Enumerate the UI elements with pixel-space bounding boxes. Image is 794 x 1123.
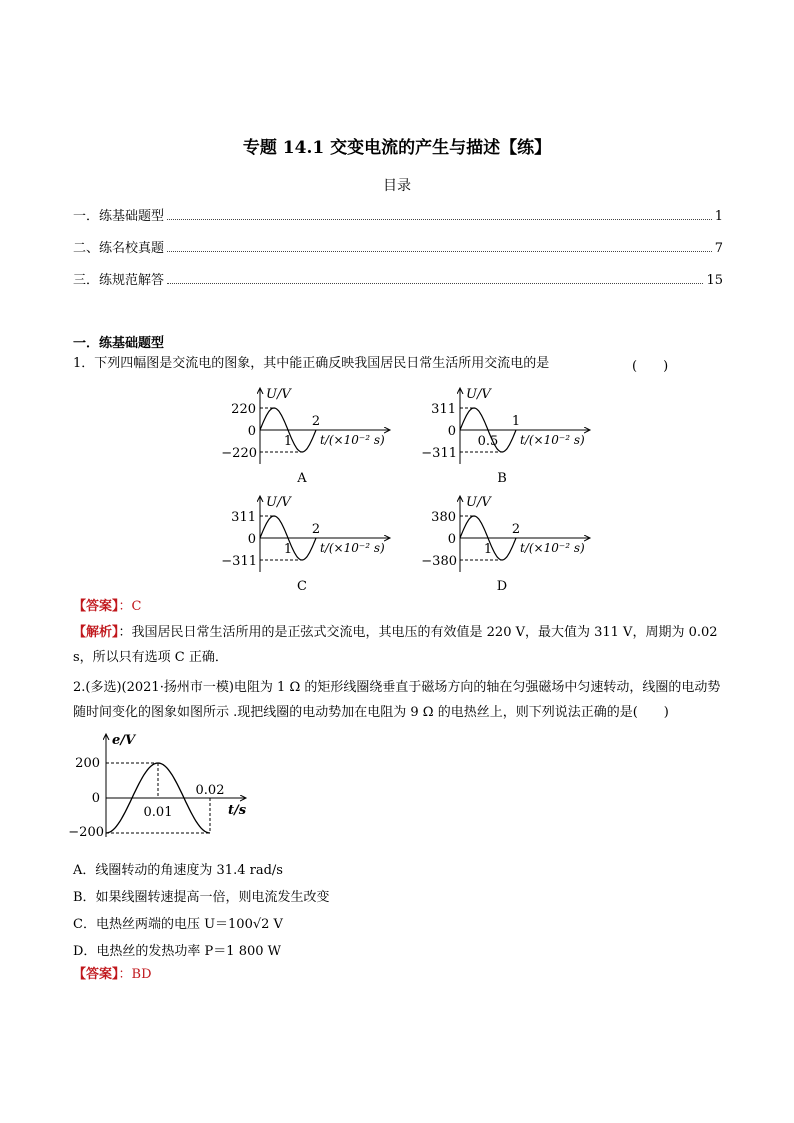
toc-item-page: 7 <box>714 241 723 256</box>
tick-bottom: −311 <box>221 554 257 569</box>
tick-zero: 0 <box>91 791 100 806</box>
toc-leader <box>167 250 712 252</box>
toc-leader <box>167 282 703 284</box>
tick-zero: 0 <box>447 424 456 439</box>
tick-bottom: −200 <box>68 825 104 840</box>
toc-item[interactable] <box>73 237 723 256</box>
tick-period: 2 <box>311 414 321 429</box>
question-2-text: 2.(多选)(2021·扬州市一模)电阻为 1 Ω 的矩形线圈绕垂直于磁场方向的轴在匀强磁场中匀速转动，线圈的电动势随时间变化的图象如图所示 .现把线圈的电动势加在电阻为 9 Ω 的电热丝上，则下列说法正确的是( ) <box>73 680 721 720</box>
tick-period: 1 <box>511 414 521 429</box>
tick-zero: 0 <box>247 532 256 547</box>
y-label: U/V <box>466 387 491 402</box>
answer-label: 【答案】 <box>73 967 119 982</box>
x-label: t/(×10⁻² s) <box>320 541 385 555</box>
section-heading: 一．练基础题型 <box>73 336 165 351</box>
answer-label: 【答案】 <box>73 599 119 614</box>
tick-top: 311 <box>431 402 456 417</box>
toc-item[interactable] <box>73 205 723 224</box>
q1-answer <box>73 598 141 616</box>
x-label: t/(×10⁻² s) <box>520 433 585 447</box>
toc-item[interactable] <box>73 269 723 288</box>
tick-period: 2 <box>311 522 321 537</box>
tick-x2: 0.02 <box>195 783 225 798</box>
toc-item-page: 1 <box>714 209 723 224</box>
tick-bottom: −311 <box>421 446 457 461</box>
tick-top: 311 <box>231 510 256 525</box>
option-d: D．电热丝的发热功率 P＝1 800 W <box>73 944 282 959</box>
toc-item-label: 二、练名校真题 <box>73 241 165 256</box>
x-label: t/(×10⁻² s) <box>320 433 385 447</box>
option-a: A．线圈转动的角速度为 31.4 rad/s <box>73 863 283 878</box>
toc-heading: 目录 <box>383 178 411 194</box>
y-label: e/V <box>112 733 136 748</box>
q1-graphs <box>221 382 605 594</box>
tick-zero: 0 <box>247 424 256 439</box>
toc-item-label: 一．练基础题型 <box>73 209 165 224</box>
q2-graph <box>70 732 260 844</box>
tick-half-period: 1 <box>283 434 293 449</box>
graph-letter: D <box>496 579 508 594</box>
tick-half-period: 1 <box>283 542 293 557</box>
tick-x1: 0.01 <box>143 805 173 820</box>
option-b: B．如果线圈转速提高一倍，则电流发生改变 <box>73 890 330 905</box>
page-title: 专题 14.1 交变电流的产生与描述【练】 <box>242 138 552 158</box>
option-c: C．电热丝两端的电压 U＝100√2 V <box>73 917 283 932</box>
y-label: U/V <box>466 495 491 510</box>
answer-value: ：C <box>118 599 142 614</box>
q2-answer <box>73 966 152 984</box>
graph-letter: B <box>497 471 507 486</box>
x-label: t/s <box>228 803 247 818</box>
tick-top: 200 <box>75 756 100 771</box>
graph-letter: C <box>297 579 307 594</box>
analysis-label: 【解析】 <box>73 625 119 640</box>
toc-item-label: 三．练规范解答 <box>73 273 165 288</box>
toc-item-page: 15 <box>706 273 723 288</box>
tick-half-period: 0.5 <box>477 434 499 449</box>
tick-zero: 0 <box>447 532 456 547</box>
answer-blank: ( ) <box>632 359 669 374</box>
y-label: U/V <box>266 495 291 510</box>
tick-top: 380 <box>431 510 456 525</box>
analysis-text: ：我国居民日常生活所用的是正弦式交流电，其电压的有效值是 220 V，最大值为 311 V，周期为 0.02 s，所以只有选项 C 正确． <box>73 625 718 665</box>
answer-value: ：BD <box>118 967 152 982</box>
graph-letter: A <box>297 471 307 486</box>
x-label: t/(×10⁻² s) <box>520 541 585 555</box>
y-label: U/V <box>266 387 291 402</box>
toc-leader <box>167 218 712 220</box>
tick-period: 2 <box>511 522 521 537</box>
tick-half-period: 1 <box>483 542 493 557</box>
q1-analysis <box>73 620 723 670</box>
tick-top: 220 <box>231 402 256 417</box>
tick-bottom: −220 <box>221 446 257 461</box>
question-1-text: 1．下列四幅图是交流电的图象，其中能正确反映我国居民日常生活所用交流电的是 <box>73 356 550 371</box>
tick-bottom: −380 <box>421 554 457 569</box>
